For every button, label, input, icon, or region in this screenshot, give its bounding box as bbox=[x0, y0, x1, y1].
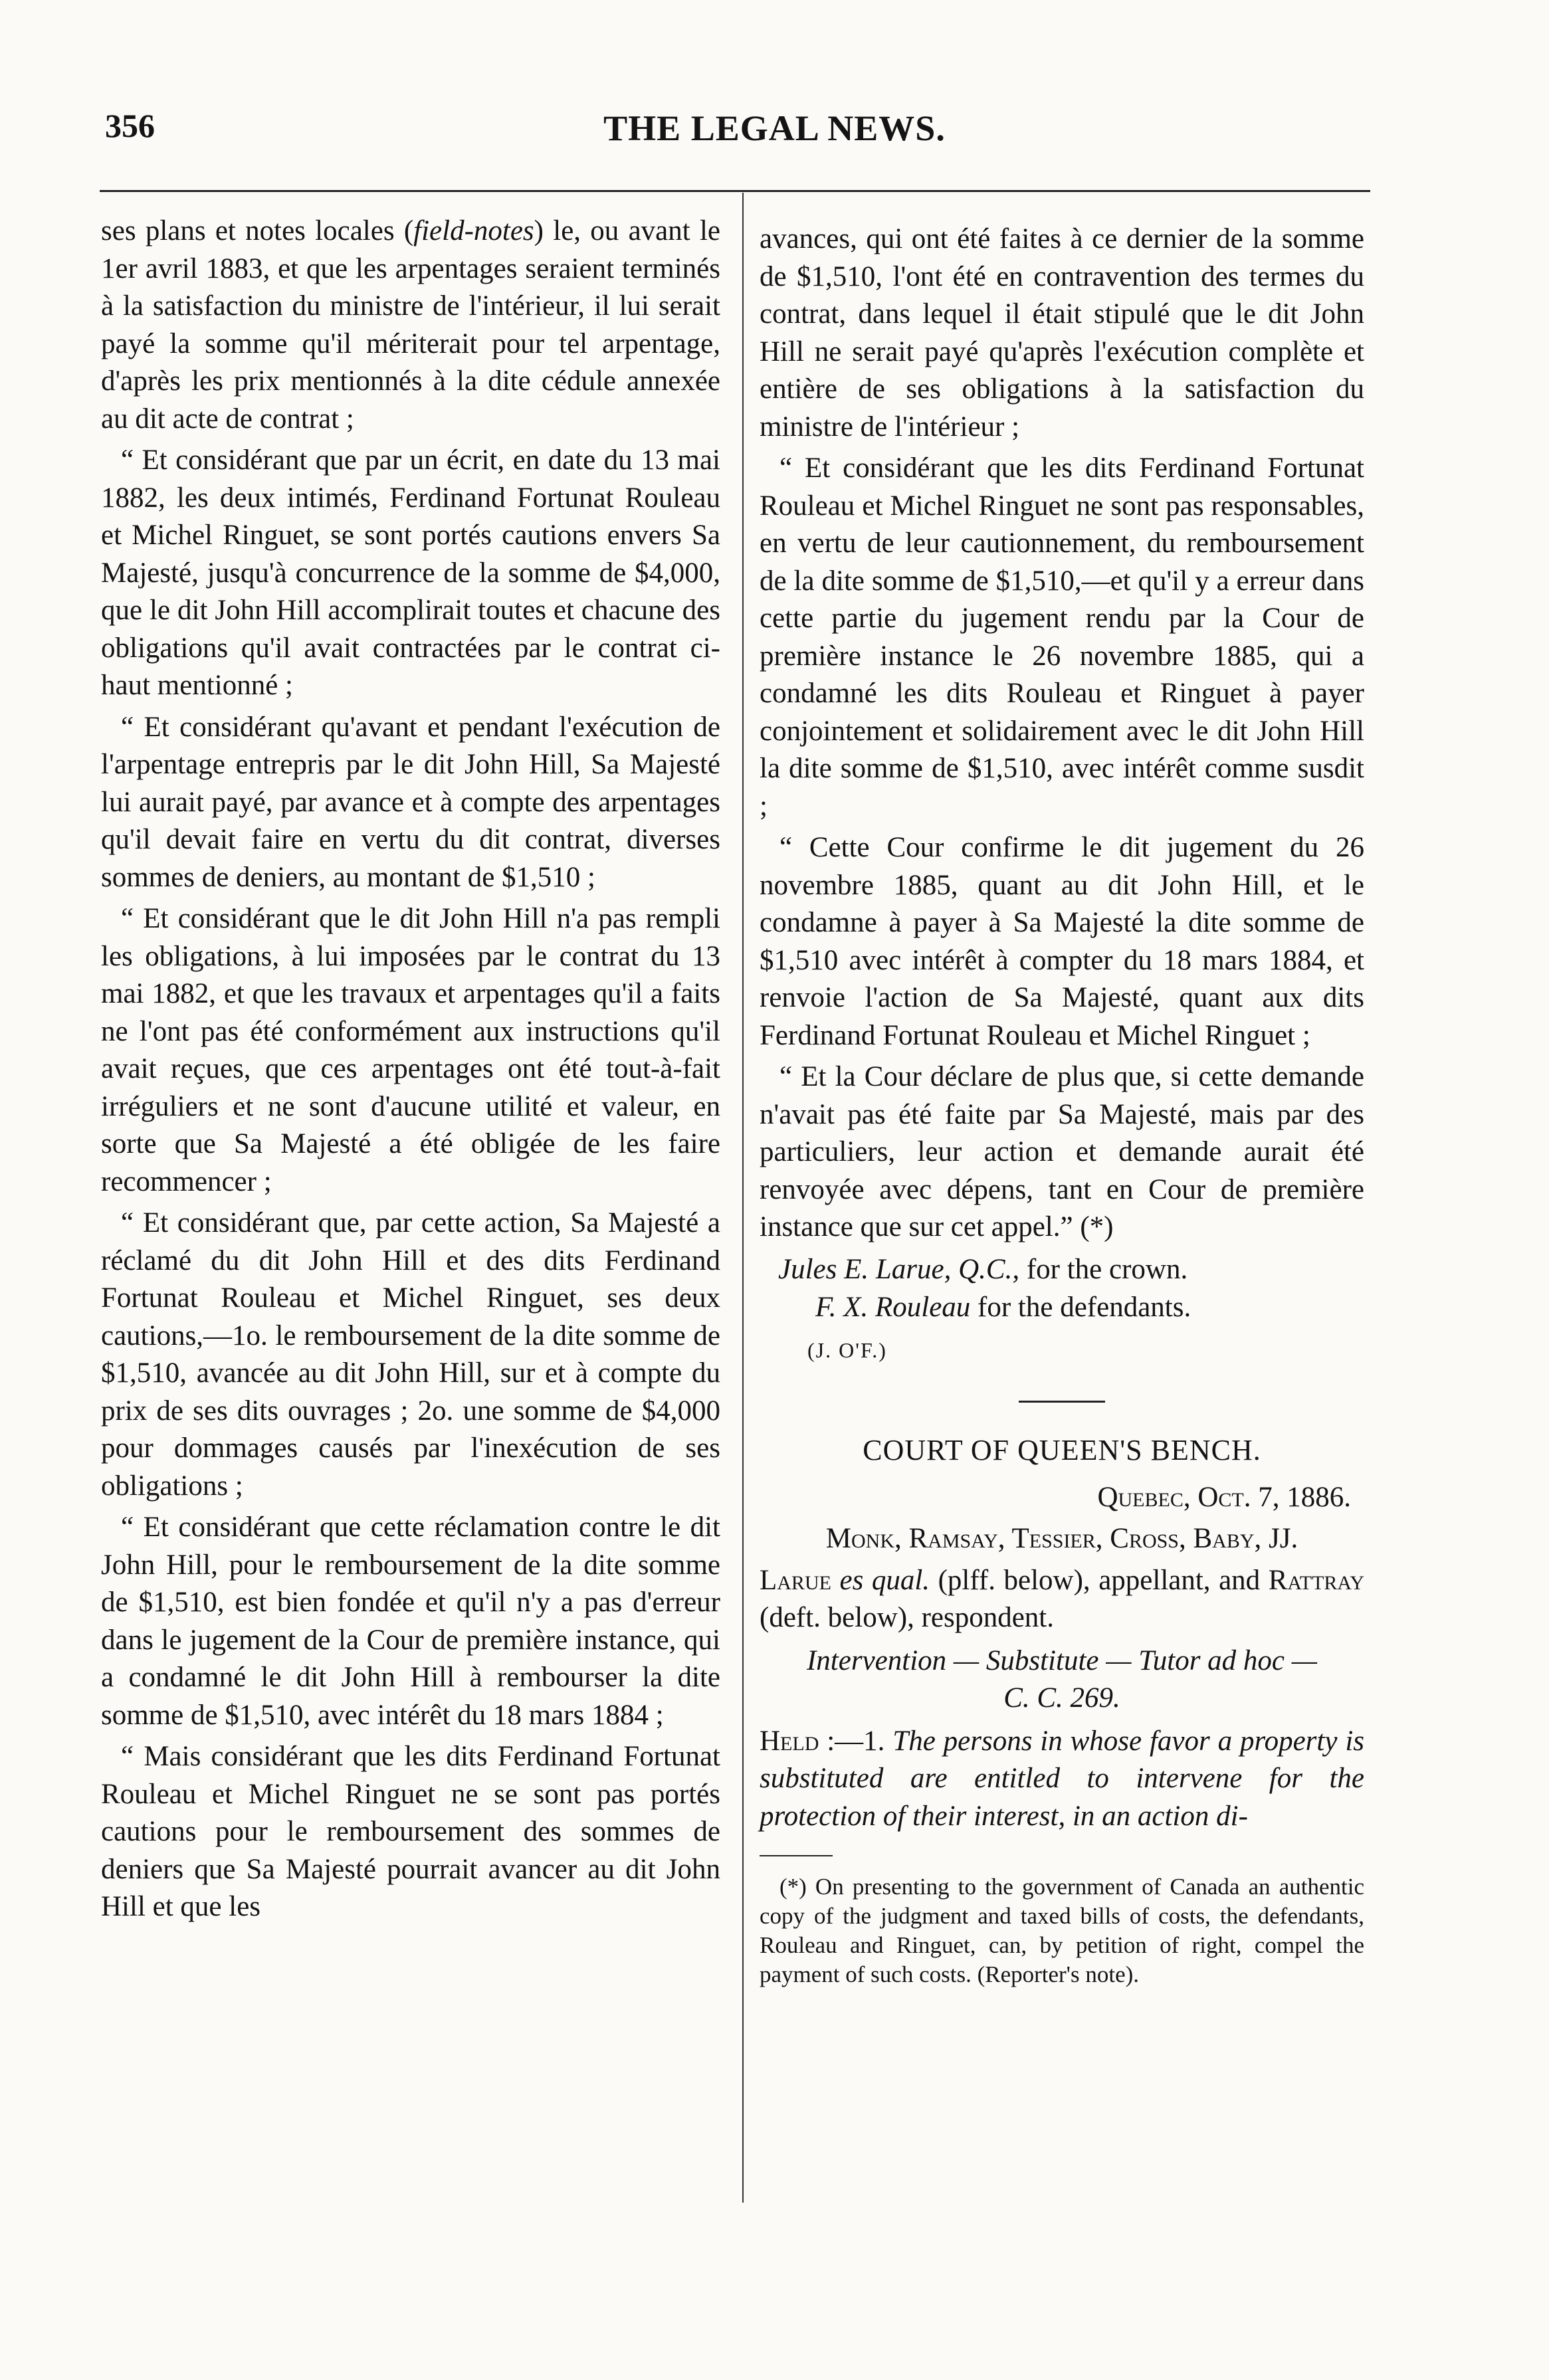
counsel-defendants bbox=[760, 1288, 1364, 1326]
reporter-initials: (J. O'F.) bbox=[807, 1338, 887, 1362]
footnote: (*) On presenting to the government of Canada an authentic copy of the judgment and taxed bills of costs, the defendants, Rouleau and Ringuet, can, by petition of right, compel the payment of such costs. (Reporter's note). bbox=[760, 1874, 1364, 1987]
text-run: ses plans et notes locales ( bbox=[101, 215, 414, 247]
appellant-name: Larue bbox=[760, 1564, 831, 1596]
right-column bbox=[760, 221, 1364, 1989]
holding-text: The persons in whose favor a property is substituted are entitled to intervene for the protection of their interest, in an action di- bbox=[760, 1725, 1364, 1832]
case-subject bbox=[760, 1642, 1364, 1718]
subject-line: C. C. 269. bbox=[1003, 1682, 1120, 1714]
paragraph: “ Et considérant que par un écrit, en date du 13 mai 1882, les deux intimés, Ferdinand Fortunat Rouleau et Michel Ringuet, se sont portés cautions envers Sa Majesté, jusqu'à concurrence de la somme de $4,000, que le dit John Hill accomplirait toutes et chacune des obligations qu'il avait contractées par le contrat ci-haut mentionné ; bbox=[101, 445, 720, 701]
left-column bbox=[101, 213, 720, 1930]
section-rule bbox=[1019, 1401, 1105, 1403]
paragraph: “ Et considérant qu'avant et pendant l'exécution de l'arpentage entrepris par le dit John Hill, Sa Majesté lui aurait payé, par avance et à compte des arpentages qu'il devait faire en vertu du dit contrat, diverses sommes de deniers, au montant de $1,510 ; bbox=[101, 711, 720, 893]
paragraph: “ Et considérant que, par cette action, Sa Majesté a réclamé du dit John Hill et des dits Ferdinand Fortunat Rouleau et Michel Ringuet, ses deux cautions,—1o. le remboursement de la dite somme de $1,510, avancée au dit John Hill, sur et à compte du prix de ses dits ouvrages ; 2o. une somme de $4,000 pour dommages causés par l'inexécution de ses obligations ; bbox=[101, 1207, 720, 1502]
case-parties bbox=[760, 1562, 1364, 1637]
counsel-crown bbox=[760, 1250, 1364, 1288]
italic-term: field-notes bbox=[413, 215, 534, 247]
paragraph: “ Et la Cour déclare de plus que, si cette demande n'avait pas été faite par Sa Majesté, mais par des particuliers, leur action et demande aurait été renvoyée avec dépens, tant en Cour de première instance que sur cet appel.” (*) bbox=[760, 1061, 1364, 1242]
text-run: (plff. below), appellant, and bbox=[930, 1564, 1269, 1596]
counsel-role: for the defendants. bbox=[970, 1291, 1191, 1323]
paragraph: “ Et considérant que cette réclamation contre le dit John Hill, pour le remboursement de la dite somme de $1,510, est bien fondée et qu'il n'y a pas d'erreur dans le jugement de la Cour de première instance, qui a condamné le dit John Hill à rembourser la dite somme de $1,510, avec intérêt du 18 mars 1884 ; bbox=[101, 1512, 720, 1731]
paragraph: “ Cette Cour confirme le dit jugement du 26 novembre 1885, quant au dit John Hill, et le condamne à payer à Sa Majesté la dite somme de $1,510 avec intérêt à compter du 18 mars 1884, et renvoie l'action de Sa Majesté, quant aux dits Ferdinand Fortunat Rouleau et Michel Ringuet ; bbox=[760, 832, 1364, 1051]
held-paragraph bbox=[760, 1723, 1364, 1836]
paragraph: “ Et considérant que les dits Ferdinand Fortunat Rouleau et Michel Ringuet ne sont pas responsables, en vertu de leur cautionnement, du remboursement de la dite somme de $1,510,—et qu'il y a erreur dans cette partie du jugement rendu par la Cour de première instance le 26 novembre 1885, qui a condamné les dits Rouleau et Ringuet à payer conjointement et solidairement avec le dit John Hill la dite somme de $1,510, avec intérêt comme susdit ; bbox=[760, 452, 1364, 822]
text-run: (deft. below), respondent. bbox=[760, 1602, 1054, 1633]
paragraph: “ Et considérant que le dit John Hill n'a pas rempli les obligations, à lui imposées par le contrat du 13 mai 1882, et que les travaux et arpentages qu'il a faits ne l'ont pas été conformément aux instructions qu'il avait reçues, que ces arpentages ont été tout-à-fait irréguliers et ne sont d'aucune utilité et valeur, en sorte que Sa Majesté a été obligée de les faire recommencer ; bbox=[101, 903, 720, 1197]
paragraph: avances, qui ont été faites à ce dernier de la somme de $1,510, l'ont été en contravention des termes du contrat, dans lequel il était stipulé que le dit John Hill ne serait payé qu'après l'exécution complète et entière de ses obligations à la satisfaction du ministre de l'intérieur ; bbox=[760, 223, 1364, 443]
subject-line: Intervention — Substitute — Tutor ad hoc — bbox=[806, 1644, 1318, 1676]
counsel-role: for the crown. bbox=[1019, 1253, 1188, 1285]
running-title: THE LEGAL NEWS. bbox=[603, 108, 946, 148]
court-title: COURT OF QUEEN'S BENCH. bbox=[863, 1434, 1261, 1466]
text-run: es qual. bbox=[831, 1564, 930, 1596]
column-divider bbox=[742, 193, 744, 2203]
respondent-name: Rattray bbox=[1268, 1564, 1364, 1596]
paragraph: “ Mais considérant que les dits Ferdinand Fortunat Rouleau et Michel Ringuet ne se sont pas portés cautions pour le remboursement des sommes de deniers que Sa Majesté pourrait avancer au dit John Hill et que les bbox=[101, 1741, 720, 1922]
footnote-rule bbox=[760, 1855, 833, 1856]
text-run: ) le, ou avant le 1er avril 1883, et que les arpentages seraient terminés à la satisfaction du ministre de l'intérieur, il lui serait payé la somme qu'il mériterait pour tel arpentage, d'après les prix mentionnés à la dite cédule annexée au dit acte de contrat ; bbox=[101, 215, 720, 435]
header-rule bbox=[100, 190, 1370, 192]
place-date: Quebec, Oct. 7, 1886. bbox=[1097, 1481, 1351, 1513]
held-label: Held bbox=[760, 1725, 819, 1757]
text-run: :—1. bbox=[819, 1725, 893, 1757]
paragraph bbox=[101, 213, 720, 438]
counsel-name: Jules E. Larue, Q.C., bbox=[778, 1253, 1020, 1285]
page-number: 356 bbox=[105, 107, 155, 144]
judges-list: Monk, Ramsay, Tessier, Cross, Baby, JJ. bbox=[825, 1523, 1298, 1554]
counsel-name: F. X. Rouleau bbox=[815, 1291, 971, 1323]
